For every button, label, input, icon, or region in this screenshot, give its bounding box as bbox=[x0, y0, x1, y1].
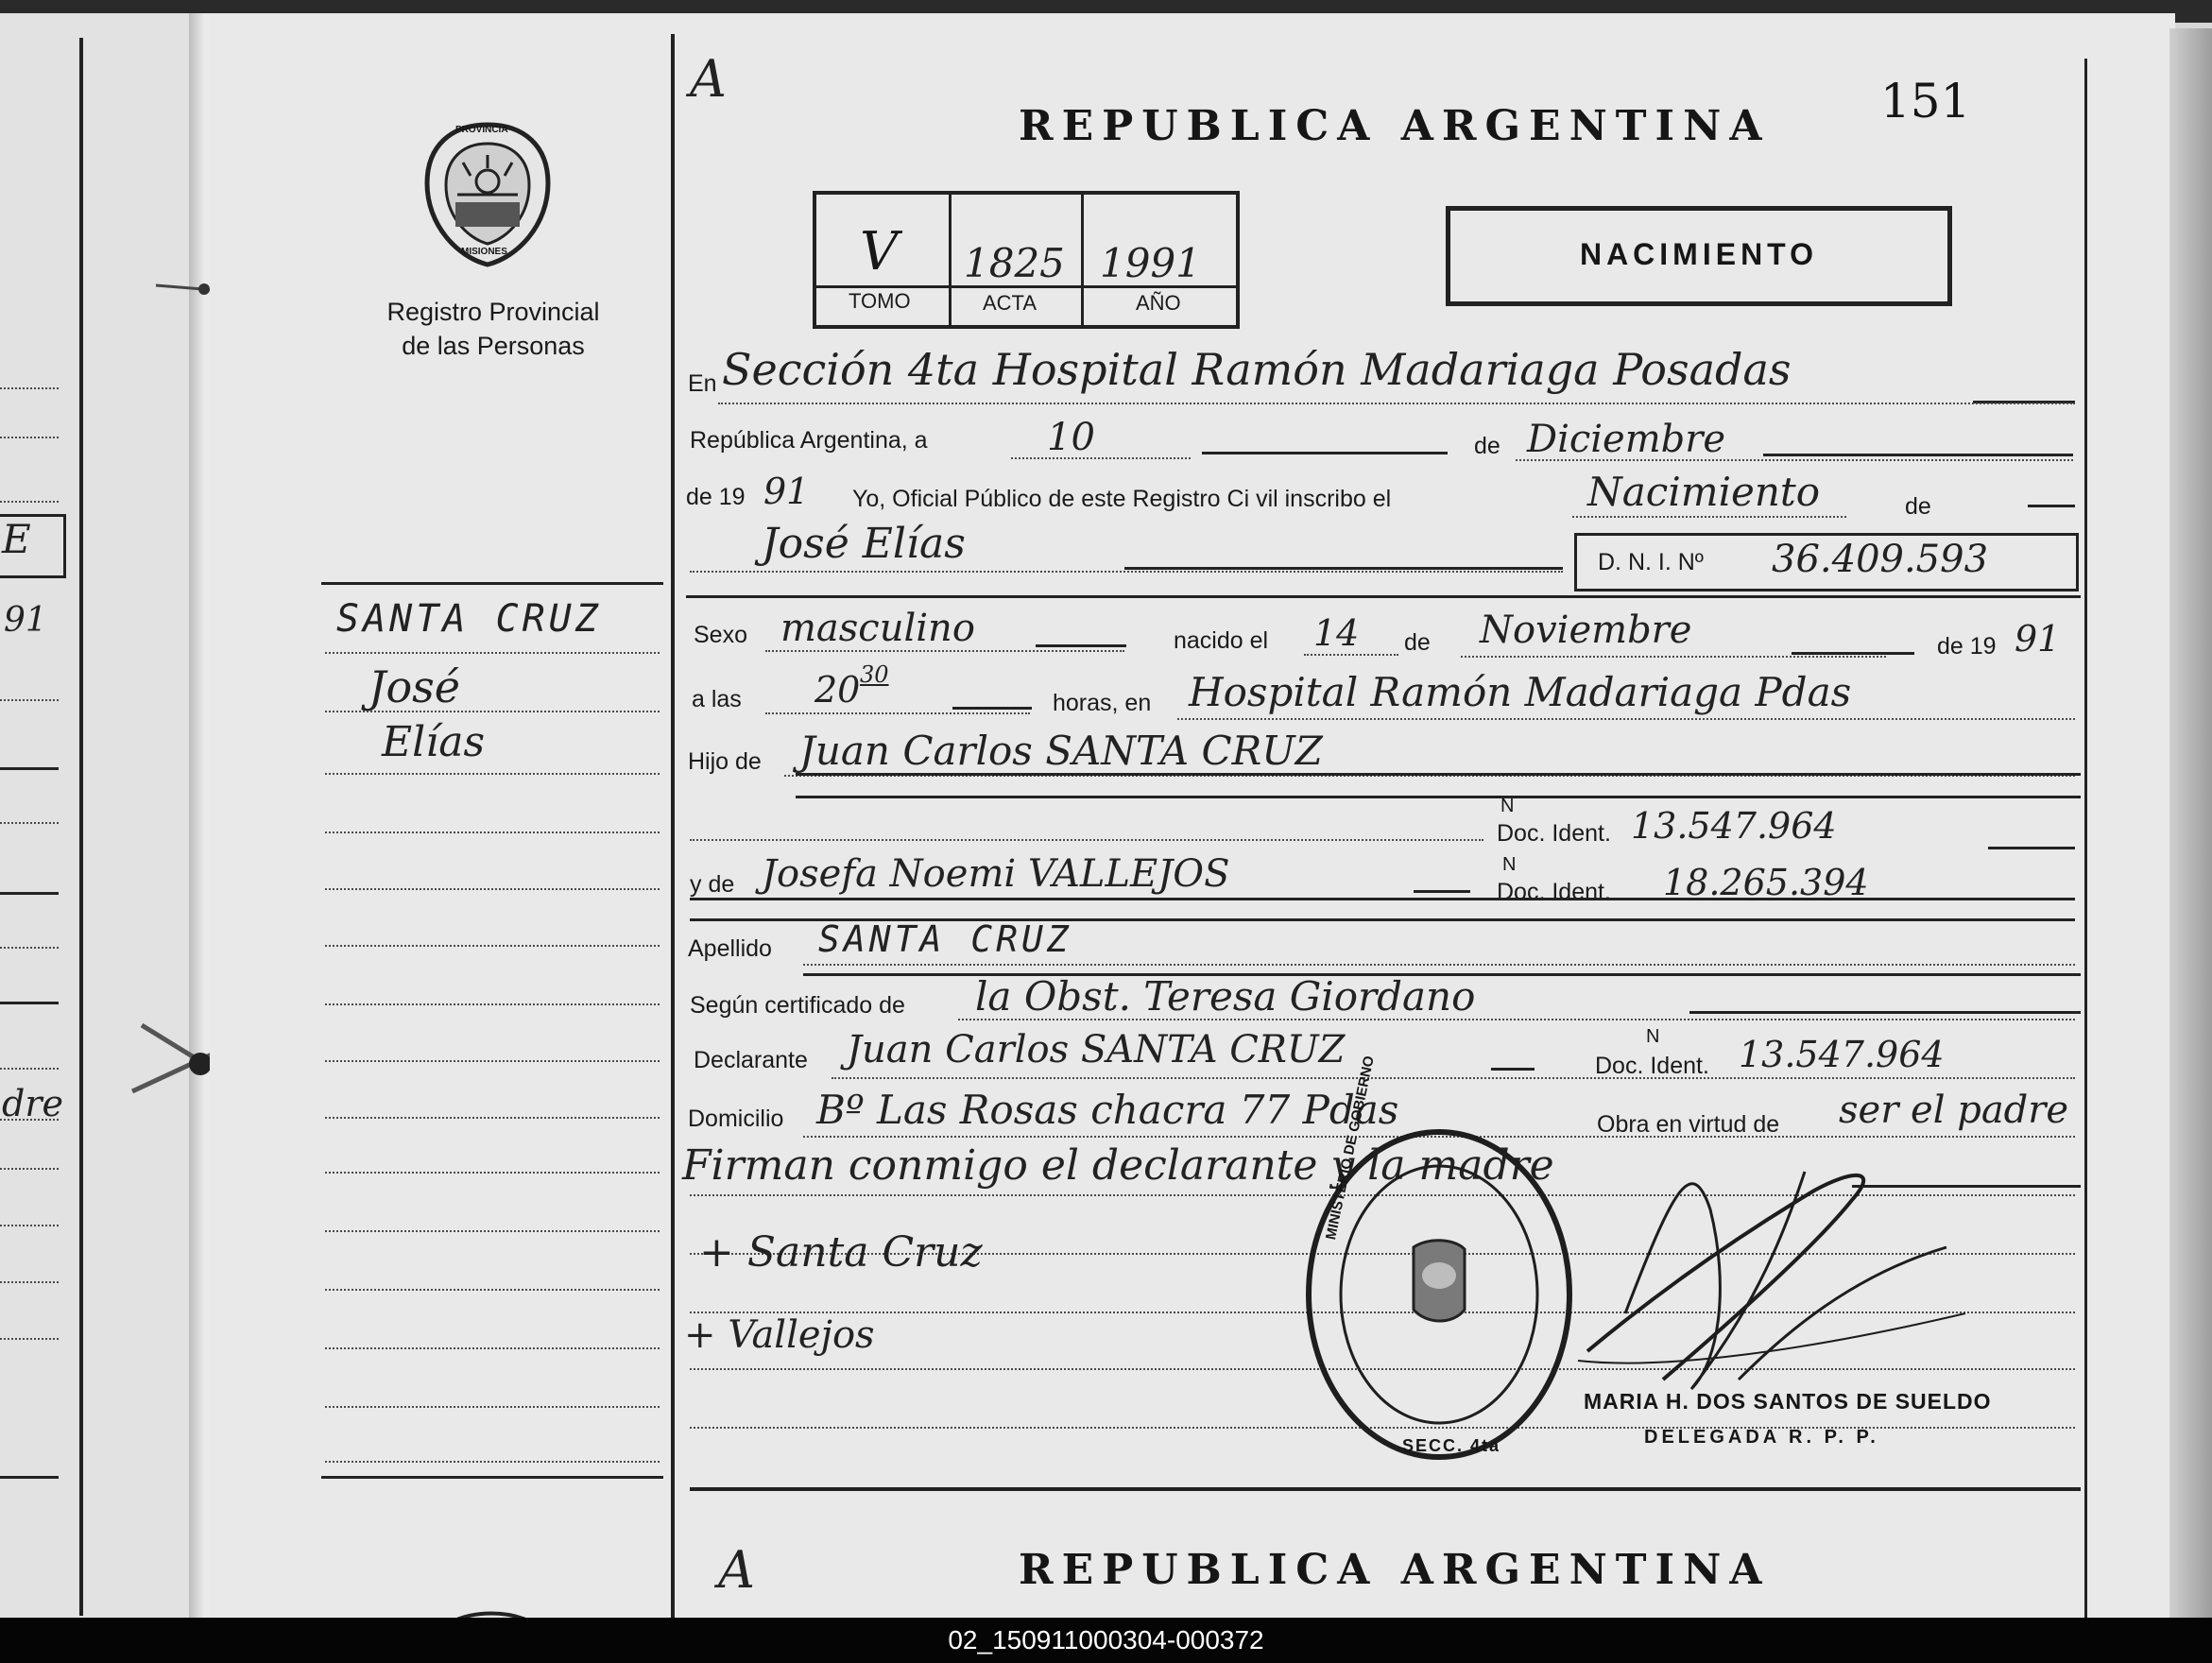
registry-line-1: Registro Provincial bbox=[386, 298, 600, 326]
hour-value: 20 bbox=[814, 669, 861, 711]
month-value: Diciembre bbox=[1527, 418, 1726, 461]
person-value: José Elías bbox=[762, 520, 966, 568]
left-fragment-c: dre bbox=[2, 1083, 63, 1124]
right-border bbox=[2084, 59, 2087, 1621]
dni-label: D. N. I. Nº bbox=[1598, 549, 1704, 575]
record-number-box bbox=[813, 191, 1240, 329]
emblem-bottom-text: MISIONES bbox=[461, 247, 507, 257]
domicilio-value: Bº Las Rosas chacra 77 Pdas bbox=[816, 1087, 1399, 1133]
stamp-inner-text: MINISTERIO DE GOBIERNO bbox=[1323, 1054, 1378, 1242]
mother-fill-line bbox=[1414, 890, 1470, 893]
father-doc-dots bbox=[690, 839, 1483, 841]
republica-label: República Argentina, a bbox=[690, 427, 928, 454]
hijo-label: Hijo de bbox=[688, 748, 762, 775]
segun-dots bbox=[958, 1019, 2075, 1020]
place-value: Hospital Ramón Madariaga Pdas bbox=[1189, 669, 1852, 715]
minute-value: 30 bbox=[860, 661, 889, 688]
misiones-emblem-next bbox=[435, 1601, 548, 1620]
birth-month-fill-line bbox=[1792, 652, 1914, 655]
sexo-value: masculino bbox=[780, 607, 975, 650]
day-value: 10 bbox=[1047, 416, 1095, 459]
left-page-rule bbox=[79, 38, 83, 1616]
hour-fill-line bbox=[952, 707, 1032, 710]
yde-label: y de bbox=[690, 871, 735, 898]
year-prefix: de 19 bbox=[686, 484, 746, 510]
signature-first: + Santa Cruz bbox=[699, 1228, 983, 1277]
official-stamp bbox=[1302, 1054, 1576, 1465]
footer-id: 02_150911000304-000372 bbox=[948, 1625, 1264, 1654]
father-doc-fill-line bbox=[1988, 847, 2075, 849]
de-label: de bbox=[1474, 433, 1500, 459]
firman-value: Firman conmigo el declarante y la madre bbox=[682, 1141, 1554, 1190]
official-title: DELEGADA R. P. P. bbox=[1644, 1427, 1879, 1448]
nacido-label: nacido el bbox=[1174, 627, 1269, 654]
act-type-box bbox=[1446, 206, 1952, 306]
margin-surname: SANTA CRUZ bbox=[336, 597, 602, 641]
column-divider bbox=[671, 34, 675, 1621]
alas-label: a las bbox=[692, 686, 742, 712]
dni-box bbox=[1574, 533, 2079, 591]
section-divider bbox=[686, 595, 2081, 598]
horas-label: horas, en bbox=[1053, 690, 1152, 716]
day-fill-line bbox=[1202, 452, 1448, 454]
declarante-dots bbox=[832, 1077, 2075, 1079]
inscribo-dots bbox=[1572, 516, 1846, 518]
doc-label-3: Doc. Ident. bbox=[1595, 1053, 1709, 1079]
sexo-dots bbox=[765, 650, 1124, 652]
de-label-2: de bbox=[1905, 493, 1931, 520]
margin-name-2: Elías bbox=[382, 718, 486, 766]
father-fill-line bbox=[796, 773, 2081, 776]
birth-year-prefix: de 19 bbox=[1937, 633, 1997, 660]
obra-value: ser el padre bbox=[1839, 1089, 2069, 1132]
sexo-label: Sexo bbox=[694, 622, 747, 648]
left-page bbox=[0, 13, 208, 1620]
left-fragment-b: 91 bbox=[4, 601, 47, 640]
dni-value: 36.409.593 bbox=[1772, 538, 1989, 581]
country-title: REPUBLICA ARGENTINA bbox=[1019, 102, 1771, 150]
official-signature bbox=[1569, 1134, 1994, 1417]
corner-mark-next: A bbox=[718, 1540, 755, 1600]
page-edge bbox=[2169, 28, 2212, 1625]
registry-name bbox=[361, 295, 626, 363]
acta-label: ACTA bbox=[983, 291, 1037, 315]
birth-day: 14 bbox=[1313, 612, 1360, 654]
month-fill-line bbox=[1763, 454, 2073, 456]
margin-top-rule bbox=[321, 582, 663, 585]
tomo-value: V bbox=[860, 221, 899, 283]
doc-label-1: Doc. Ident. bbox=[1497, 820, 1611, 847]
registry-line-2: de las Personas bbox=[402, 332, 585, 360]
apellido-value: SANTA CRUZ bbox=[818, 918, 1072, 960]
margin-name-1: José bbox=[369, 661, 460, 712]
father-second-rule bbox=[796, 796, 2081, 798]
day-dots bbox=[1011, 457, 1191, 459]
birth-day-dots bbox=[1304, 654, 1398, 656]
declarante-value: Juan Carlos SANTA CRUZ bbox=[847, 1028, 1346, 1072]
obra-label: Obra en virtud de bbox=[1597, 1111, 1780, 1138]
person-dots bbox=[690, 571, 1563, 573]
misiones-emblem bbox=[420, 121, 556, 268]
doc-n-2: N bbox=[1502, 854, 1517, 875]
person-fill-line bbox=[1124, 567, 1563, 570]
year-value: 91 bbox=[763, 471, 810, 512]
segun-value: la Obst. Teresa Giordano bbox=[975, 973, 1476, 1020]
tomo-label: TOMO bbox=[849, 289, 911, 313]
country-title-next: REPUBLICA ARGENTINA bbox=[1019, 1546, 1771, 1594]
doc-n-3: N bbox=[1646, 1026, 1660, 1047]
doc-n-1: N bbox=[1500, 796, 1515, 816]
apellido-label: Apellido bbox=[688, 935, 772, 962]
en-value: Sección 4ta Hospital Ramón Madariaga Posadas bbox=[722, 344, 1792, 395]
en-dots bbox=[718, 403, 2075, 404]
segun-label: Según certificado de bbox=[690, 992, 905, 1019]
en-label: En bbox=[688, 370, 717, 397]
declarante-label: Declarante bbox=[694, 1047, 808, 1073]
left-fragment-a: E bbox=[2, 516, 31, 562]
signature-second: + Vallejos bbox=[684, 1313, 875, 1357]
official-name: MARIA H. DOS SANTOS DE SUELDO bbox=[1584, 1389, 1992, 1414]
stamp-bottom-text: SECC. 4ta bbox=[1402, 1436, 1501, 1455]
hour-dots bbox=[765, 712, 1030, 714]
birth-year-value: 91 bbox=[2015, 618, 2061, 660]
doc-label-2: Doc. Ident. bbox=[1497, 879, 1611, 905]
act-type: NACIMIENTO bbox=[1579, 237, 1819, 271]
apellido-dots bbox=[803, 964, 2075, 966]
acta-value: 1825 bbox=[964, 240, 1065, 286]
footer-bar bbox=[0, 1618, 2212, 1663]
mother-doc: 18.265.394 bbox=[1663, 862, 1869, 903]
mother-value: Josefa Noemi VALLEJOS bbox=[762, 852, 1230, 896]
declarante-fill-line bbox=[1491, 1068, 1535, 1071]
oficial-text: Yo, Oficial Público de este Registro Ci vil inscribo el bbox=[852, 486, 1392, 512]
father-doc: 13.547.964 bbox=[1631, 805, 1837, 847]
month-dots bbox=[1516, 459, 2073, 461]
emblem-top-text: PROVINCIA bbox=[455, 125, 508, 135]
place-dots bbox=[1177, 718, 2075, 720]
domicilio-label: Domicilio bbox=[688, 1106, 784, 1132]
ano-label: AÑO bbox=[1136, 291, 1181, 315]
corner-mark: A bbox=[690, 49, 727, 109]
birth-month-dots bbox=[1461, 656, 1886, 658]
mother-rule bbox=[690, 898, 2075, 900]
declarante-doc: 13.547.964 bbox=[1739, 1034, 1945, 1075]
segun-fill-line bbox=[1689, 1011, 2081, 1014]
ano-value: 1991 bbox=[1100, 240, 1201, 286]
record-bottom-rule bbox=[690, 1487, 2081, 1491]
inscribo-value: Nacimiento bbox=[1587, 469, 1821, 515]
sexo-fill-line bbox=[1036, 644, 1126, 647]
father-value: Juan Carlos SANTA CRUZ bbox=[799, 728, 1323, 774]
de-fill-line bbox=[2028, 505, 2075, 507]
birth-month: Noviembre bbox=[1480, 609, 1692, 652]
de-label-3: de bbox=[1404, 629, 1431, 656]
page-number: 151 bbox=[1880, 74, 1971, 129]
